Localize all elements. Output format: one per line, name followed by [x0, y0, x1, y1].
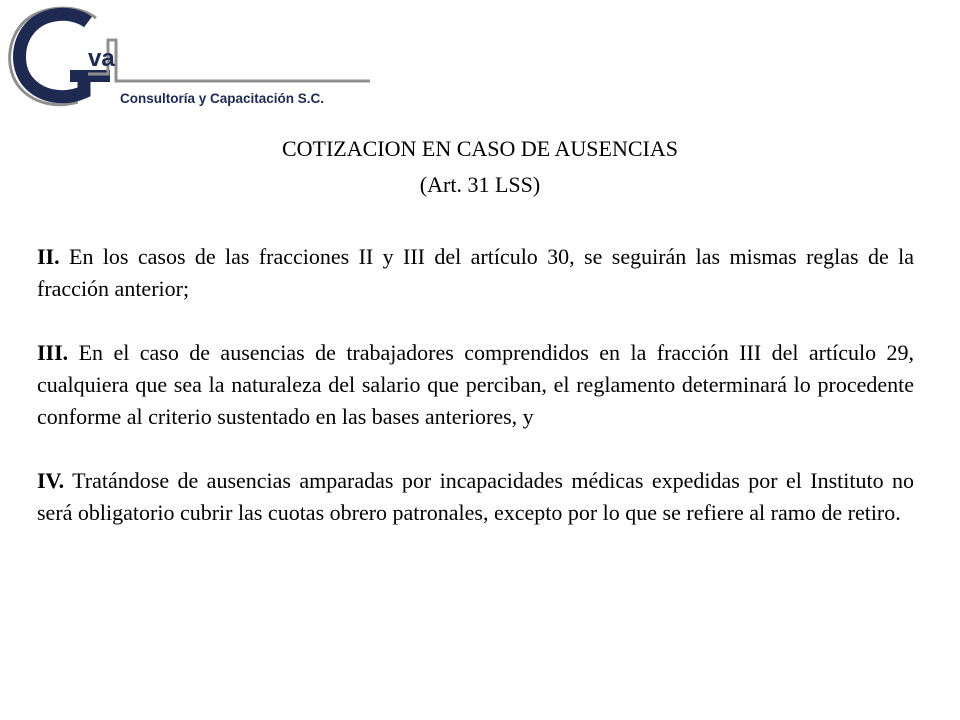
- logo-mark: [0, 0, 380, 115]
- logo-rule-line: [88, 40, 370, 81]
- fraction-number: IV.: [37, 468, 65, 493]
- page-title: COTIZACION EN CASO DE AUSENCIAS: [281, 136, 678, 161]
- fraction-text: En los casos de las fracciones II y III del artículo 30, se seguirán las mismas reglas de la fracción anterior;: [37, 244, 914, 301]
- fraction-text: En el caso de ausencias de trabajadores comprendidos en la fracción III del artículo 29, cualquiera que sea la naturaleza del salario que perciban, el reglamento determinará lo procedente conforme al criterio sustentado en las bases anteriores, y: [37, 340, 915, 429]
- logo-g-body: [20, 14, 89, 96]
- logo-company-name: Consultoría y Capacitación S.C.: [120, 91, 325, 106]
- fraction-iv: [37, 465, 914, 529]
- logo-letters: va: [88, 45, 115, 72]
- fraction-number: III.: [37, 340, 69, 365]
- fraction-text: Tratándose de ausencias amparadas por incapacidades médicas expedidas por el Instituto no será obligatorio cubrir las cuotas obrero patronales, excepto por lo que se refiere al ramo de retiro.: [37, 468, 914, 525]
- company-logo: [0, 0, 380, 115]
- fraction-iii: [37, 337, 914, 433]
- heading: [0, 131, 960, 203]
- page-subtitle: (Art. 31 LSS): [419, 172, 541, 197]
- article-body: [37, 241, 914, 561]
- fraction-number: II.: [37, 244, 60, 269]
- fraction-ii: [37, 241, 914, 305]
